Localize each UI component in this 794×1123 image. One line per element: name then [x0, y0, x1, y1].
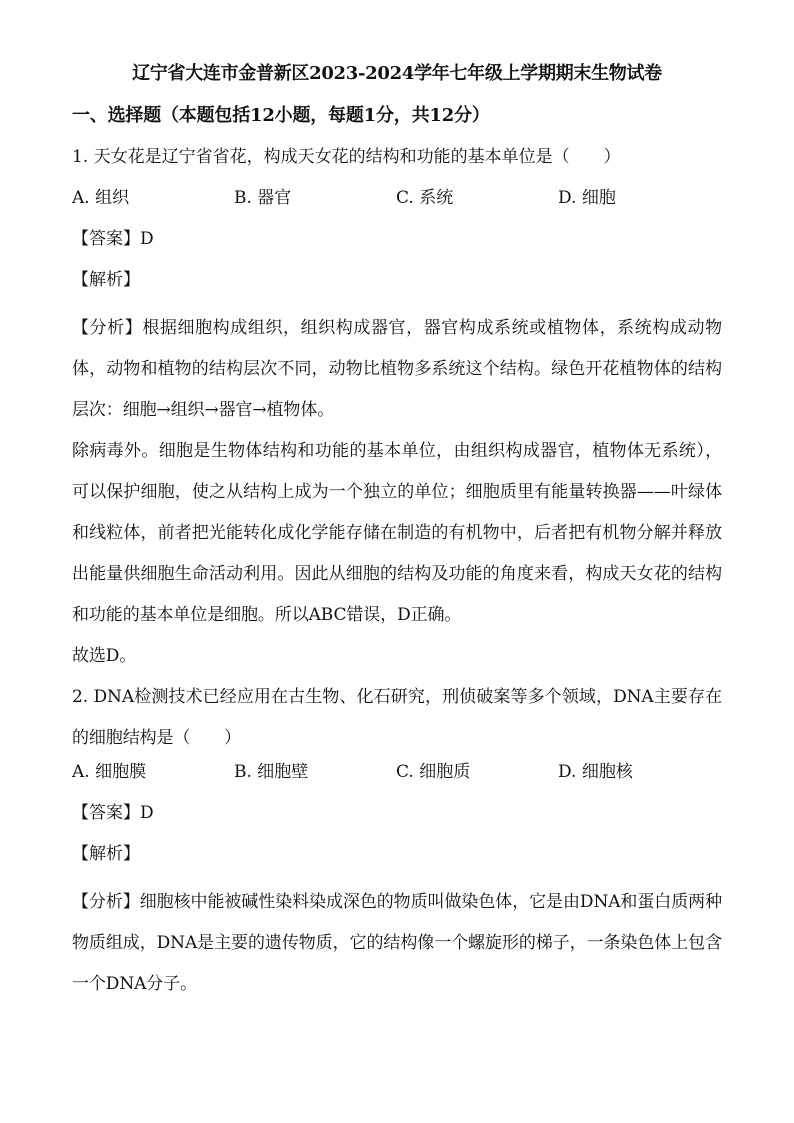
question-2-option-b: B. 细胞壁 — [234, 762, 309, 782]
question-1-analysis-label: 【解析】 — [72, 270, 140, 290]
question-1-option-d: D. 细胞 — [558, 188, 616, 208]
question-2-option-c: C. 细胞质 — [396, 762, 471, 782]
question-1-analysis-paragraph-1: 【分析】根据细胞构成组织，组织构成器官，器官构成系统或植物体，系统构成动物体，动物和植物的结构层次不同，动物比植物多系统这个结构。绿色开花植物体的结构层次：细胞→组织→器官→植物体。 — [72, 318, 722, 420]
question-2-stem: 2. DNA检测技术已经应用在古生物、化石研究，刑侦破案等多个领域，DNA主要存在的细胞结构是（ ） — [72, 687, 722, 748]
question-1-stem: 1. 天女花是辽宁省省花，构成天女花的结构和功能的基本单位是（ ） — [72, 147, 621, 167]
question-2-analysis-label: 【解析】 — [72, 844, 140, 864]
question-1-conclusion: 故选D。 — [72, 646, 137, 666]
question-1-option-c: C. 系统 — [396, 188, 454, 208]
question-2-analysis-paragraph-1: 【分析】细胞核中能被碱性染料染成深色的物质叫做染色体，它是由DNA和蛋白质两种物质组成，DNA是主要的遗传物质，它的结构像一个螺旋形的梯子，一条染色体上包含一个DNA分子。 — [72, 892, 722, 994]
question-1-options — [72, 185, 722, 212]
question-1-answer: 【答案】D — [72, 229, 154, 249]
question-1-option-b: B. 器官 — [234, 188, 292, 208]
question-2 — [72, 677, 722, 1005]
document-title: 辽宁省大连市金普新区2023-2024学年七年级上学期期末生物试卷 — [132, 63, 662, 84]
question-1-option-a: A. 组织 — [72, 188, 130, 208]
section-heading: 一、选择题（本题包括12小题，每题1分，共12分） — [72, 105, 490, 126]
question-2-option-a: A. 细胞膜 — [72, 762, 147, 782]
question-1 — [72, 144, 722, 677]
question-2-option-d: D. 细胞核 — [558, 762, 633, 782]
question-2-answer: 【答案】D — [72, 803, 154, 823]
question-2-options — [72, 759, 722, 786]
question-1-analysis-paragraph-2: 除病毒外。细胞是生物体结构和功能的基本单位，由组织构成器官，植物体无系统），可以保护细胞，使之从结构上成为一个独立的单位；细胞质里有能量转换器——叶绿体和线粒体，前者把光能转化成化学能存储在制造的有机物中，后者把有机物分解并释放出能量供细胞生命活动利用。因此从细胞的结构及功能的角度来看，构成天女花的结构和功能的基本单位是细胞。所以ABC错误，D正确。 — [72, 441, 722, 625]
